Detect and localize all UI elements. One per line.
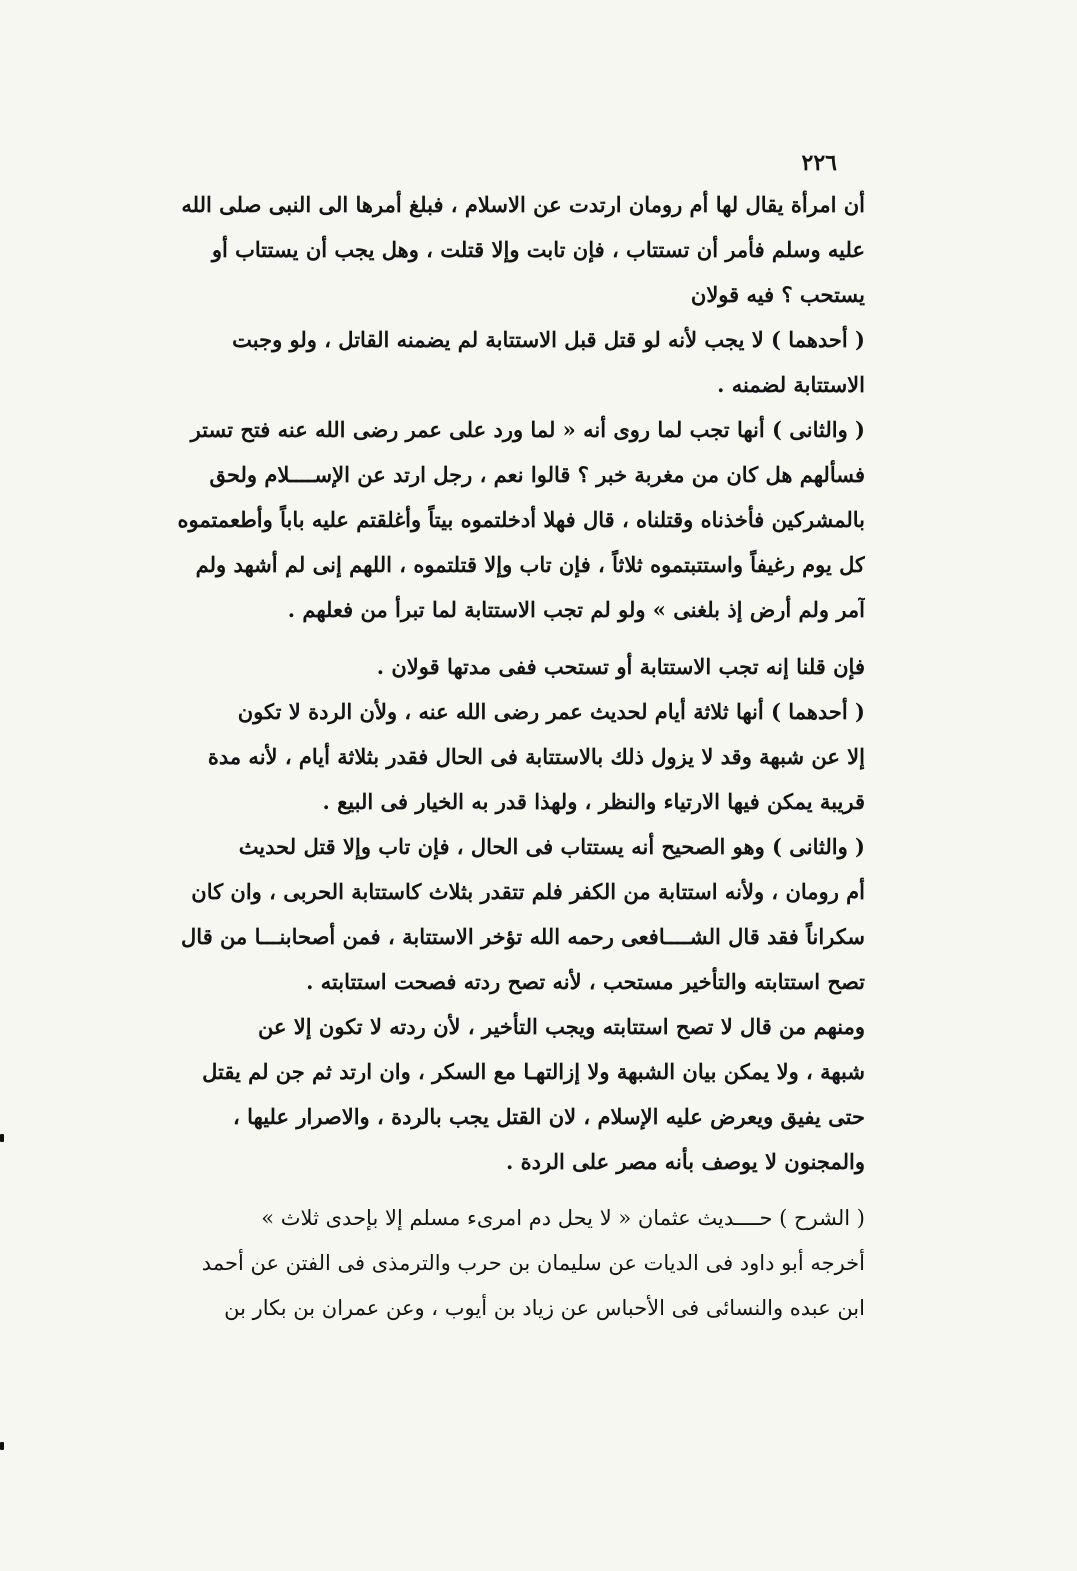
text-line: ( أحدهما ) لا يجب لأنه لو قتل قبل الاستتابة لم يضمنه القاتل ، ولو وجبت: [232, 327, 865, 352]
text-line: ابن عبده والنسائى فى الأحباس عن زياد بن أيوب ، وعن عمران بن بكار بن: [224, 1296, 865, 1320]
text-line: فسألهم هل كان من مغربة خبر ؟ قالوا نعم ، رجل ارتد عن الإســــلام ولحق: [209, 462, 865, 487]
text-line: ( والثانى ) وهو الصحيح أنه يستتاب فى الحال ، فإن تاب وإلا قتل لحديث: [238, 834, 865, 859]
text-line: ( والثانى ) أنها تجب لما روى أنه « لما ورد على عمر رضى الله عنه فتح تستر: [190, 417, 865, 442]
text-line: أخرجه أبو داود فى الديات عن سليمان بن حرب والترمذى فى الفتن عن أحمد: [201, 1251, 865, 1275]
text-line: بالمشركين فأخذناه وقتلناه ، قال فهلا أدخلتموه بيتاً وأغلقتم عليه باباً وأطعمتموه: [177, 507, 865, 532]
text-line: أم رومان ، ولأنه استتابة من الكفر فلم تتقدر بثلاث كاستتابة الحربى ، وان كان: [191, 879, 865, 904]
text-line: عليه وسلم فأمر أن تستتاب ، فإن تابت وإلا قتلت ، وهل يجب أن يستتاب أو: [211, 237, 865, 262]
paragraph: [159, 824, 865, 1004]
left-edge-mark-upper: [0, 1134, 4, 1142]
text-line: فإن قلنا إنه تجب الاستتابة أو تستحب ففى مدتها قولان .: [376, 654, 865, 679]
text-line: ومنهم من قال لا تصح استتابته ويجب التأخير ، لأن ردته لا تكون إلا عن: [257, 1014, 865, 1039]
paragraph: [159, 1196, 865, 1331]
paragraph-gap: [159, 632, 865, 644]
text-line: ( أحدهما ) أنها ثلاثة أيام لحديث عمر رضى الله عنه ، ولأن الردة لا تكون: [237, 699, 865, 724]
text-line: تصح استتابته والتأخير مستحب ، لأنه تصح ردته فصحت استتابته .: [306, 969, 865, 994]
text-line: الاستتابة لضمنه .: [717, 372, 865, 397]
text-line: آمر ولم أرض إذ بلغنى » ولو لم تجب الاستتابة لما تبرأ من فعلهم .: [287, 597, 865, 622]
paragraph: [159, 407, 865, 632]
paragraph: [159, 317, 865, 407]
paragraph: [159, 644, 865, 689]
text-line: أن امرأة يقال لها أم رومان ارتدت عن الاسلام ، فبلغ أمرها الى النبى صلى الله: [181, 192, 865, 217]
text-line: ( الشرح ) حــــديث عثمان « لا يحل دم امرىء مسلم إلا بإحدى ثلاث »: [261, 1206, 865, 1230]
text-line: إلا عن شبهة وقد لا يزول ذلك بالاستتابة فى الحال فقدر بثلاثة أيام ، لأنه مدة: [207, 744, 865, 769]
text-line: والمجنون لا يوصف بأنه مصر على الردة .: [506, 1149, 865, 1174]
text-line: شبهة ، ولا يمكن بيان الشبهة ولا إزالتهـا مع السكر ، وان ارتد ثم جن لم يقتل: [202, 1059, 865, 1084]
paragraph: [159, 689, 865, 824]
paragraph-gap: [159, 1184, 865, 1196]
page-number: ٢٢٦: [801, 150, 837, 176]
text-line: قريبة يمكن فيها الارتياء والنظر ، ولهذا قدر به الخيار فى البيع .: [322, 789, 865, 814]
left-edge-mark-lower: [0, 1442, 4, 1450]
text-line: سكراناً فقد قال الشــــافعى رحمه الله تؤخر الاستتابة ، فمن أصحابنـــا من قال: [181, 924, 865, 949]
text-line: حتى يفيق ويعرض عليه الإسلام ، لان القتل يجب بالردة ، والاصرار عليها ،: [233, 1104, 865, 1129]
paragraph: [159, 1004, 865, 1184]
paragraph: [159, 182, 865, 317]
document-body: [159, 182, 865, 1331]
text-line: يستحب ؟ فيه قولان: [690, 282, 865, 307]
text-line: كل يوم رغيفاً واستتبتموه ثلاثاً ، فإن تاب وإلا قتلتموه ، اللهم إنى لم أشهد ولم: [195, 552, 865, 577]
